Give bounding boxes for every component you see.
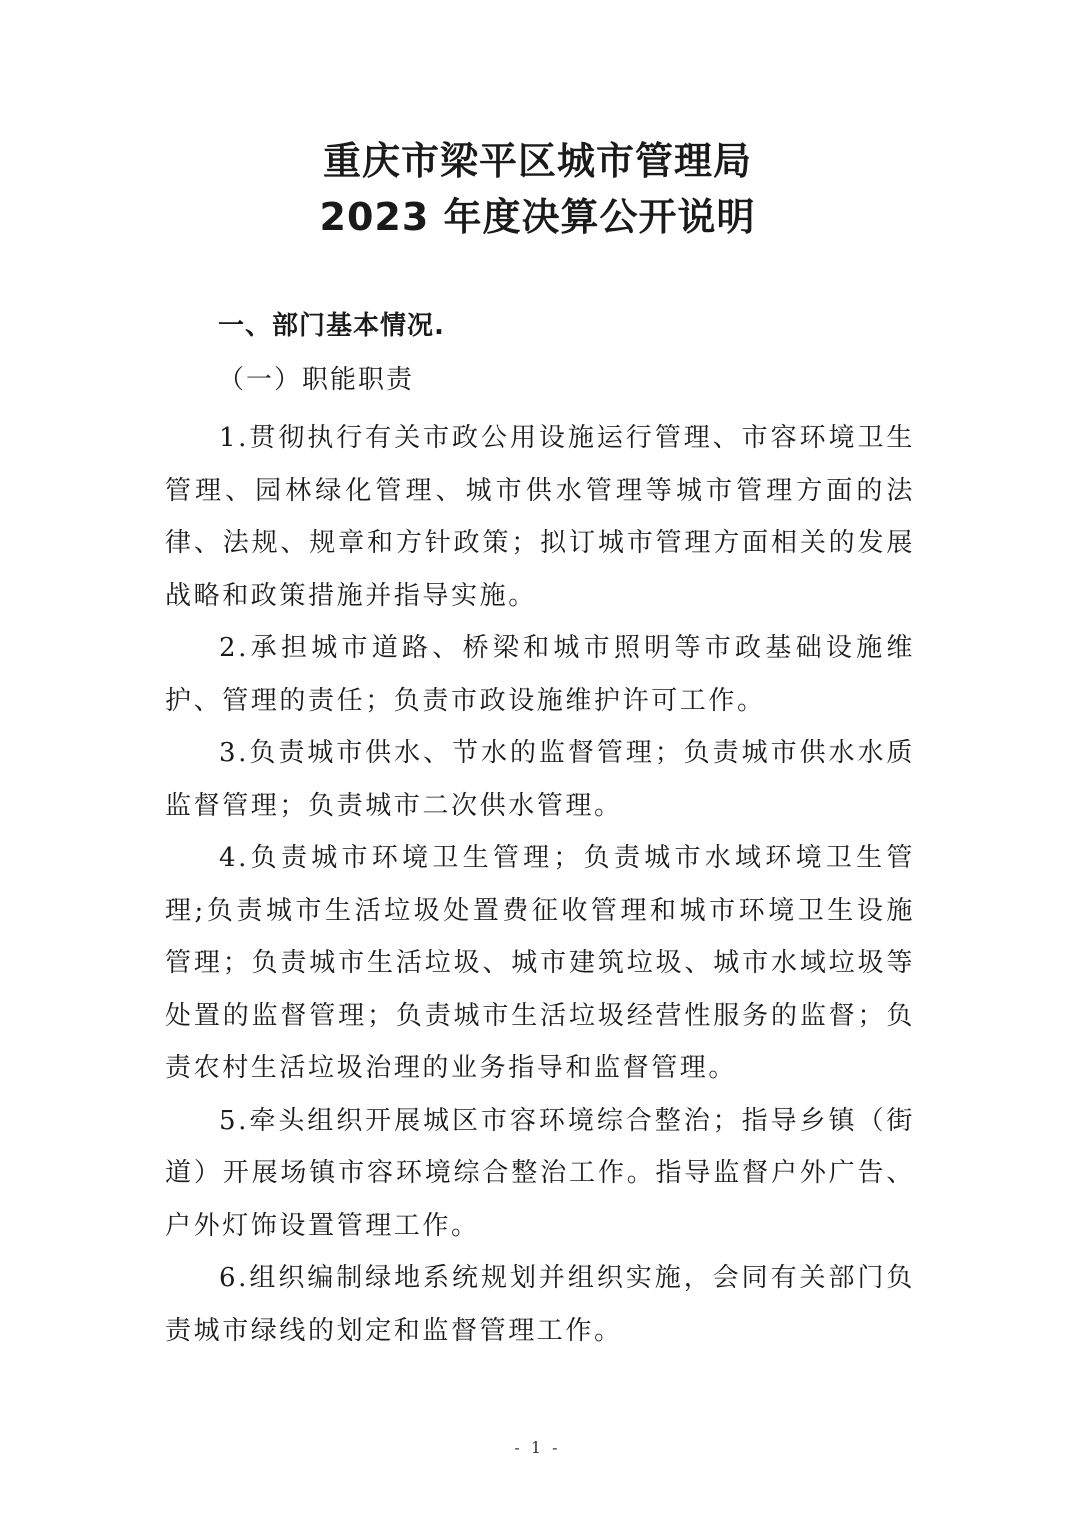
subsection-heading: （一）职能职责 [218, 365, 415, 395]
paragraph-duty-6: 6.组织编制绿地系统规划并组织实施，会同有关部门负责城市绿线的划定和监督管理工作。 [165, 1263, 915, 1346]
document-title-line2: 2023 年度决算公开说明 [319, 195, 756, 239]
paragraph-duty-3: 3.负责城市供水、节水的监督管理；负责城市供水水质监督管理；负责城市二次供水管理。 [165, 738, 915, 821]
paragraph-duty-1: 1.贯彻执行有关市政公用设施运行管理、市容环境卫生管理、园林绿化管理、城市供水管理等城市管理方面的法律、法规、规章和方针政策；拟订城市管理方面相关的发展战略和政策措施并指导实施。 [165, 423, 915, 611]
page-number: - 1 - [514, 1438, 561, 1457]
paragraph-duty-4: 4.负责城市环境卫生管理；负责城市水域环境卫生管理;负责城市生活垃圾处置费征收管理和城市环境卫生设施管理；负责城市生活垃圾、城市建筑垃圾、城市水域垃圾等处置的监督管理；负责城市生活垃圾经营性服务的监督；负责农村生活垃圾治理的业务指导和监督管理。 [165, 843, 915, 1083]
section-heading: 一、部门基本情况. [218, 311, 445, 341]
body-text [165, 412, 915, 1357]
paragraph-duty-2: 2.承担城市道路、桥梁和城市照明等市政基础设施维护、管理的责任；负责市政设施维护许可工作。 [165, 633, 915, 716]
paragraph-duty-5: 5.牵头组织开展城区市容环境综合整治；指导乡镇（街道）开展场镇市容环境综合整治工作。指导监督户外广告、户外灯饰设置管理工作。 [165, 1105, 915, 1241]
document-title-line1: 重庆市梁平区城市管理局 [322, 139, 752, 183]
